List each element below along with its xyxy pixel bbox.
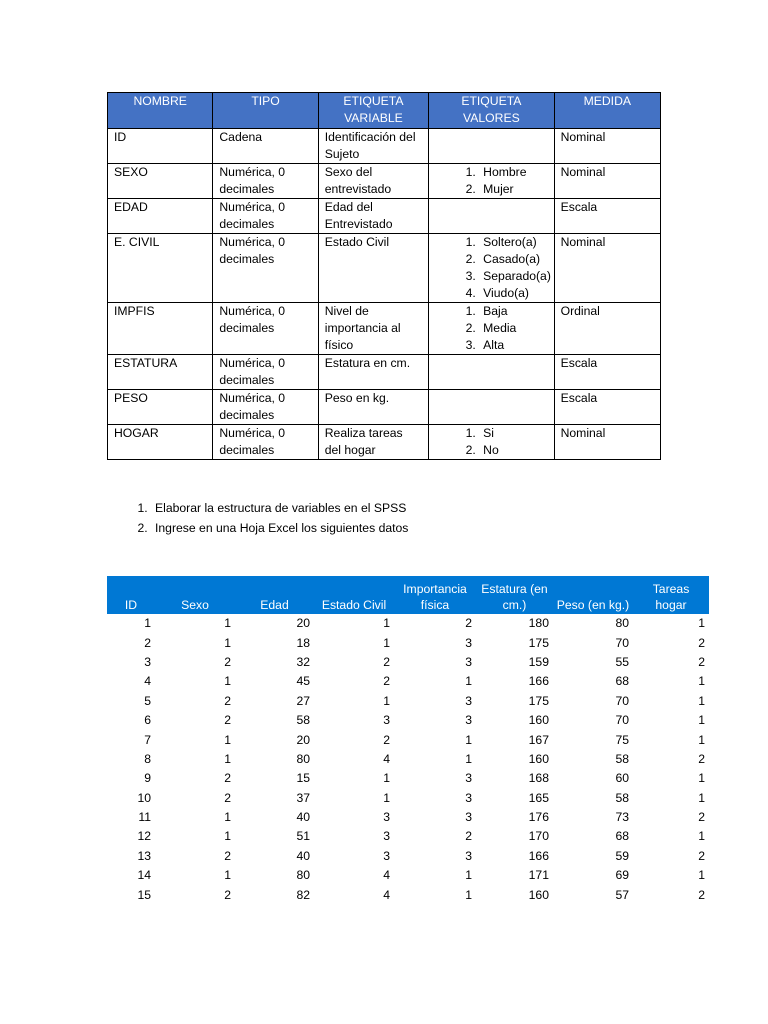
value-label: 1. Soltero(a)	[479, 234, 547, 251]
variable-tipo: Numérica, 0 decimales	[213, 234, 318, 303]
data-cell: 20	[296, 616, 310, 631]
data-cell: 4	[383, 868, 390, 883]
data-cell: 10	[137, 790, 151, 805]
variable-etiqueta: Estado Civil	[318, 234, 428, 303]
value-labels-list	[435, 303, 547, 354]
instruction-item: 2. Ingrese en una Hoja Excel los siguientes datos	[151, 518, 408, 538]
data-cell: 80	[615, 616, 629, 631]
value-labels-list	[435, 234, 551, 302]
data-cell: 15	[137, 887, 151, 902]
variable-valores	[429, 234, 554, 303]
data-row	[107, 614, 709, 633]
data-cell: 7	[144, 732, 151, 747]
data-cell: 8	[144, 751, 151, 766]
header-estatura: Estatura (en cm.)	[476, 576, 553, 614]
variable-etiqueta: Edad del Entrevistado	[318, 199, 428, 234]
variable-medida: Escala	[554, 199, 660, 234]
variables-header-row	[108, 93, 661, 129]
data-cell: 3	[465, 635, 472, 650]
data-cell: 3	[465, 790, 472, 805]
instruction-item: 1. Elaborar la estructura de variables en el SPSS	[151, 498, 408, 518]
data-cell: 2	[224, 713, 231, 728]
data-table	[107, 576, 709, 905]
data-cell: 58	[296, 713, 310, 728]
data-cell: 68	[615, 674, 629, 689]
data-row	[107, 769, 709, 788]
variable-medida: Nominal	[554, 164, 660, 199]
value-label: 4. Viudo(a)	[479, 285, 547, 302]
data-cell: 75	[615, 732, 629, 747]
variable-row	[108, 234, 661, 303]
value-label: 2. No	[479, 442, 547, 459]
variable-tipo: Cadena	[213, 129, 318, 164]
data-cell: 160	[528, 751, 549, 766]
data-cell: 45	[296, 674, 310, 689]
data-cell: 3	[465, 771, 472, 786]
data-cell: 73	[615, 810, 629, 825]
value-label: 2. Mujer	[479, 181, 547, 198]
value-label: 3. Alta	[479, 337, 547, 354]
variable-nombre: PESO	[108, 390, 213, 425]
data-cell: 1	[698, 693, 705, 708]
data-cell: 1	[224, 829, 231, 844]
data-cell: 58	[615, 790, 629, 805]
data-cell: 2	[698, 635, 705, 650]
data-cell: 1	[698, 771, 705, 786]
variable-valores	[429, 355, 554, 390]
data-cell: 80	[296, 751, 310, 766]
variable-etiqueta: Peso en kg.	[318, 390, 428, 425]
data-cell: 176	[528, 810, 549, 825]
data-cell: 37	[296, 790, 310, 805]
data-cell: 2	[698, 810, 705, 825]
variable-valores	[429, 390, 554, 425]
data-cell: 1	[698, 674, 705, 689]
data-cell: 2	[698, 654, 705, 669]
header-medida: MEDIDA	[554, 93, 660, 129]
variable-tipo: Numérica, 0 decimales	[213, 355, 318, 390]
data-cell: 168	[528, 771, 549, 786]
data-cell: 159	[528, 654, 549, 669]
data-row	[107, 653, 709, 672]
variable-nombre: EDAD	[108, 199, 213, 234]
data-cell: 2	[224, 654, 231, 669]
data-cell: 6	[144, 713, 151, 728]
data-cell: 175	[528, 693, 549, 708]
data-cell: 1	[465, 732, 472, 747]
data-cell: 1	[383, 790, 390, 805]
header-sexo: Sexo	[155, 576, 235, 614]
value-label: 2. Casado(a)	[479, 251, 547, 268]
data-cell: 1	[465, 674, 472, 689]
variable-row	[108, 164, 661, 199]
data-cell: 2	[224, 887, 231, 902]
data-cell: 82	[296, 887, 310, 902]
data-cell: 51	[296, 829, 310, 844]
data-cell: 160	[528, 713, 549, 728]
variable-medida: Nominal	[554, 129, 660, 164]
data-cell: 1	[698, 868, 705, 883]
data-cell: 2	[224, 848, 231, 863]
data-cell: 3	[465, 654, 472, 669]
data-cell: 3	[383, 829, 390, 844]
data-cell: 171	[528, 868, 549, 883]
data-cell: 1	[383, 635, 390, 650]
data-cell: 1	[698, 713, 705, 728]
data-cell: 166	[528, 848, 549, 863]
header-etiqueta-variable: ETIQUETA VARIABLE	[318, 93, 428, 129]
data-cell: 70	[615, 713, 629, 728]
variable-tipo: Numérica, 0 decimales	[213, 390, 318, 425]
data-cell: 3	[465, 848, 472, 863]
data-row	[107, 692, 709, 711]
data-cell: 166	[528, 674, 549, 689]
data-cell: 2	[224, 790, 231, 805]
data-header-row	[107, 576, 709, 614]
data-cell: 1	[224, 751, 231, 766]
data-cell: 1	[383, 616, 390, 631]
variable-etiqueta: Nivel de importancia al físico	[318, 303, 428, 355]
variable-row	[108, 303, 661, 355]
variable-etiqueta: Identificación del Sujeto	[318, 129, 428, 164]
variables-table	[107, 92, 661, 460]
data-cell: 14	[137, 868, 151, 883]
data-cell: 1	[465, 868, 472, 883]
data-cell: 1	[224, 616, 231, 631]
variable-valores	[429, 164, 554, 199]
data-cell: 1	[224, 810, 231, 825]
data-row	[107, 885, 709, 904]
data-cell: 15	[296, 771, 310, 786]
data-cell: 1	[465, 751, 472, 766]
data-cell: 2	[383, 674, 390, 689]
data-cell: 175	[528, 635, 549, 650]
data-row	[107, 827, 709, 846]
value-labels-list	[435, 425, 547, 459]
variable-valores	[429, 425, 554, 460]
header-estado-civil: Estado Civil	[314, 576, 394, 614]
data-cell: 1	[465, 887, 472, 902]
variable-nombre: SEXO	[108, 164, 213, 199]
data-cell: 165	[528, 790, 549, 805]
data-cell: 2	[698, 887, 705, 902]
data-cell: 1	[383, 771, 390, 786]
header-edad: Edad	[235, 576, 314, 614]
header-peso: Peso (en kg.)	[553, 576, 633, 614]
variable-etiqueta: Realiza tareas del hogar	[318, 425, 428, 460]
data-cell: 2	[698, 751, 705, 766]
header-etiqueta-valores: ETIQUETA VALORES	[429, 93, 554, 129]
data-row	[107, 672, 709, 691]
data-cell: 2	[383, 654, 390, 669]
variable-row	[108, 390, 661, 425]
data-cell: 2	[465, 829, 472, 844]
variable-valores	[429, 129, 554, 164]
variable-medida: Nominal	[554, 425, 660, 460]
data-cell: 3	[144, 654, 151, 669]
data-cell: 40	[296, 848, 310, 863]
value-label: 2. Media	[479, 320, 547, 337]
data-cell: 167	[528, 732, 549, 747]
data-row	[107, 633, 709, 652]
data-cell: 170	[528, 829, 549, 844]
data-cell: 3	[465, 810, 472, 825]
variable-medida: Escala	[554, 390, 660, 425]
variable-medida: Ordinal	[554, 303, 660, 355]
variable-nombre: E. CIVIL	[108, 234, 213, 303]
data-cell: 1	[224, 674, 231, 689]
variable-nombre: IMPFIS	[108, 303, 213, 355]
variable-row	[108, 129, 661, 164]
data-cell: 18	[296, 635, 310, 650]
data-cell: 11	[138, 810, 151, 825]
value-label: 3. Separado(a)	[479, 268, 547, 285]
data-cell: 70	[615, 635, 629, 650]
value-label: 1. Baja	[479, 303, 547, 320]
variable-medida: Nominal	[554, 234, 660, 303]
data-cell: 1	[224, 732, 231, 747]
value-labels-list	[435, 164, 547, 198]
data-cell: 4	[383, 751, 390, 766]
data-cell: 3	[383, 848, 390, 863]
data-cell: 2	[224, 693, 231, 708]
data-cell: 1	[383, 693, 390, 708]
data-cell: 3	[383, 810, 390, 825]
data-cell: 1	[698, 790, 705, 805]
data-cell: 4	[144, 674, 151, 689]
data-cell: 1	[224, 868, 231, 883]
variable-nombre: ESTATURA	[108, 355, 213, 390]
data-row	[107, 711, 709, 730]
data-cell: 70	[615, 693, 629, 708]
variable-nombre: ID	[108, 129, 213, 164]
data-cell: 13	[137, 848, 151, 863]
data-cell: 2	[224, 771, 231, 786]
data-row	[107, 847, 709, 866]
variable-tipo: Numérica, 0 decimales	[213, 199, 318, 234]
value-label: 1. Hombre	[479, 164, 547, 181]
data-cell: 60	[615, 771, 629, 786]
variable-tipo: Numérica, 0 decimales	[213, 164, 318, 199]
header-id: ID	[107, 576, 155, 614]
variable-tipo: Numérica, 0 decimales	[213, 303, 318, 355]
instructions-list	[107, 498, 408, 538]
data-cell: 2	[698, 848, 705, 863]
variable-valores	[429, 303, 554, 355]
data-row	[107, 730, 709, 749]
variable-etiqueta: Estatura en cm.	[318, 355, 428, 390]
variable-row	[108, 425, 661, 460]
variable-nombre: HOGAR	[108, 425, 213, 460]
data-cell: 3	[465, 713, 472, 728]
data-cell: 2	[383, 732, 390, 747]
data-cell: 180	[528, 616, 549, 631]
data-cell: 12	[137, 829, 151, 844]
data-row	[107, 789, 709, 808]
data-cell: 1	[224, 635, 231, 650]
data-row	[107, 808, 709, 827]
data-cell: 58	[615, 751, 629, 766]
variable-row	[108, 355, 661, 390]
data-cell: 69	[615, 868, 629, 883]
data-cell: 59	[615, 848, 629, 863]
data-cell: 27	[296, 693, 310, 708]
data-cell: 1	[698, 616, 705, 631]
data-cell: 57	[615, 887, 629, 902]
data-cell: 1	[698, 829, 705, 844]
data-cell: 40	[296, 810, 310, 825]
value-label: 1. Si	[479, 425, 547, 442]
header-importancia-fisica: Importancia física	[394, 576, 476, 614]
data-cell: 160	[528, 887, 549, 902]
variable-valores	[429, 199, 554, 234]
data-cell: 4	[383, 887, 390, 902]
data-cell: 68	[615, 829, 629, 844]
variable-row	[108, 199, 661, 234]
data-cell: 55	[615, 654, 629, 669]
variable-etiqueta: Sexo del entrevistado	[318, 164, 428, 199]
data-cell: 3	[465, 693, 472, 708]
header-nombre: NOMBRE	[108, 93, 213, 129]
variable-tipo: Numérica, 0 decimales	[213, 425, 318, 460]
data-cell: 32	[296, 654, 310, 669]
data-cell: 2	[144, 635, 151, 650]
data-cell: 1	[144, 616, 151, 631]
data-cell: 2	[465, 616, 472, 631]
data-cell: 1	[698, 732, 705, 747]
data-cell: 9	[144, 771, 151, 786]
data-cell: 20	[296, 732, 310, 747]
data-cell: 5	[144, 693, 151, 708]
header-tipo: TIPO	[213, 93, 318, 129]
data-cell: 80	[296, 868, 310, 883]
data-row	[107, 866, 709, 885]
data-row	[107, 750, 709, 769]
data-cell: 3	[383, 713, 390, 728]
variable-medida: Escala	[554, 355, 660, 390]
header-tareas-hogar: Tareas hogar	[633, 576, 709, 614]
